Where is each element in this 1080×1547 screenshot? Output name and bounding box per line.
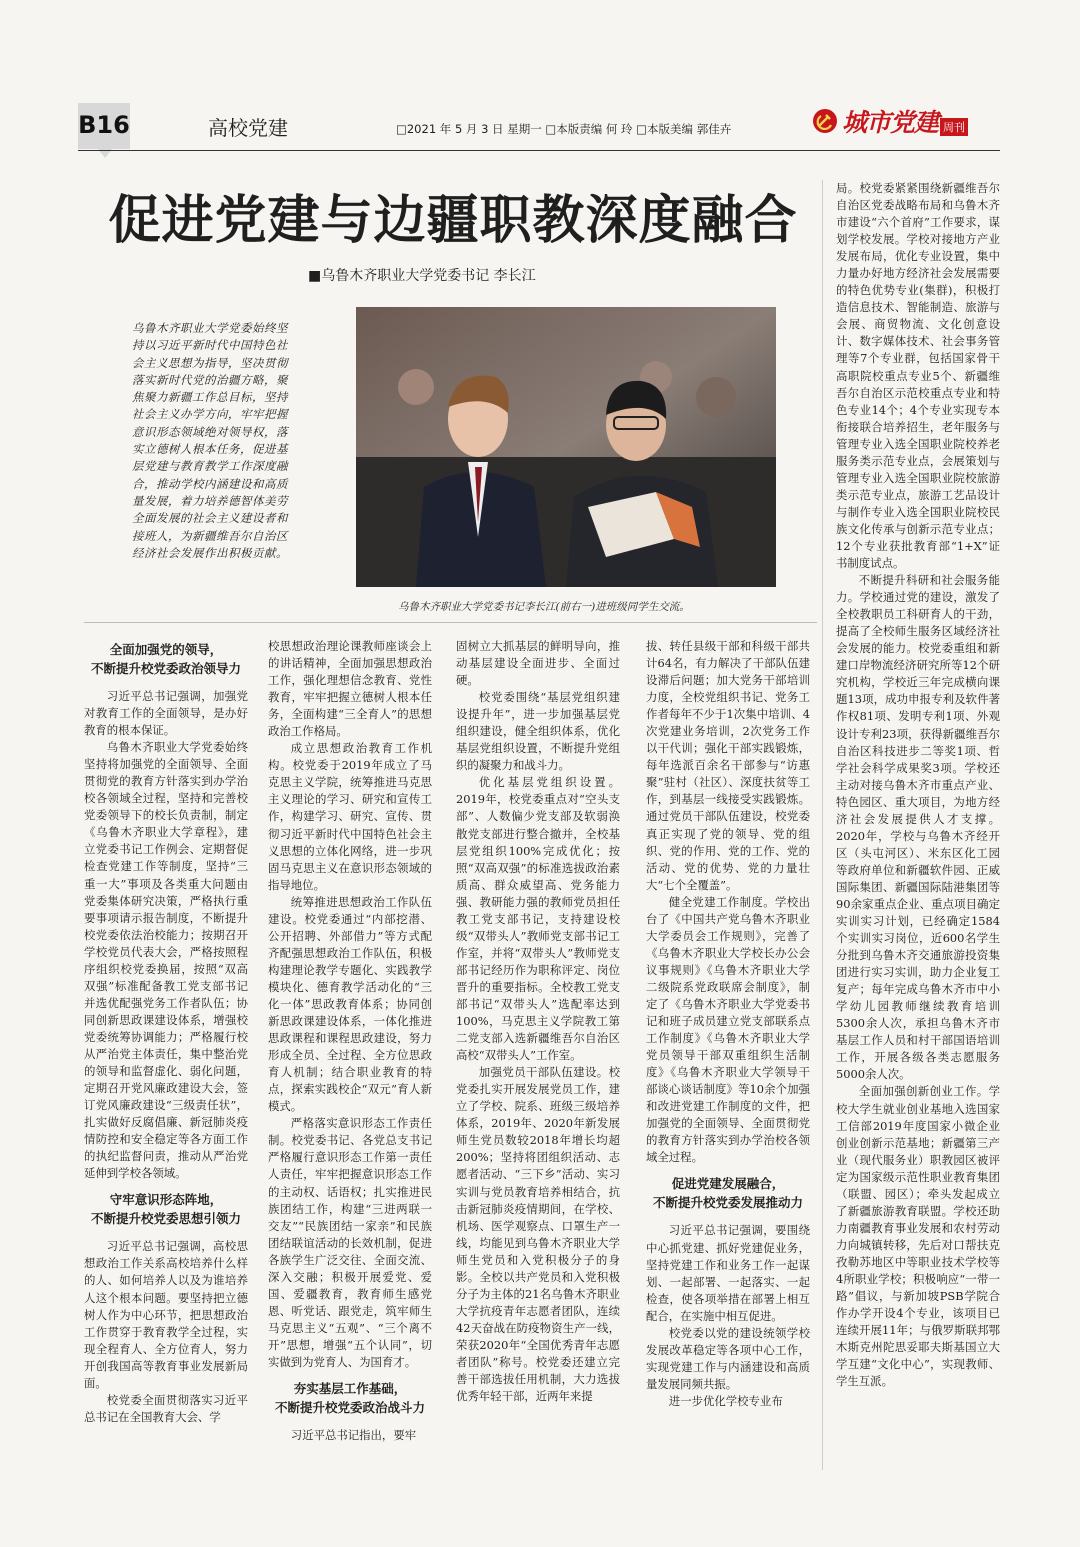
- article-byline: ■乌鲁木齐职业大学党委书记 李长江: [308, 268, 536, 284]
- paragraph: 不断提升科研和社会服务能力。学校通过党的建设，激发了全校教职员工科研育人的干劲，提高了全校师生服务区域经济社会发展的能力。校党委重组和新建口岸物流经济研究所等12个研究机构，学校近三年完成横向课题13项，成功申报专利及软件著作权81项、发明专利1项、外观设计专利23项，获得新疆维吾尔自治区科技进步二等奖1项、哲学社会科学成果奖3项。学校还主动对接乌鲁木齐市重点产业、特色园区、重大项目，为地方经济社会发展提供人才支撑。2020年，学校与乌鲁木齐经开区（头屯河区）、米东区化工园等政府单位和新疆软件园、正威国际集团、新疆国际陆港集团等90余家重点企业、重点项目确定实训实习计划，已经确定1584个实训实习岗位，近600名学生分批到乌鲁木齐交通旅游投资集团进行实习实训，助力企业复工复产；每年完成乌鲁木齐市中小学幼儿园教师继续教育培训5300余人次，承担乌鲁木齐市基层工作人员和村干部国语培训工作，开展各级各类志愿服务5000余人次。: [836, 573, 1000, 1082]
- article-title: 促进党建与边疆职教深度融合: [108, 190, 798, 251]
- paragraph: 优化基层党组织设置。2019年，校党委重点对“空头支部”、人数偏少党支部及软弱涣散党支部进行整合撤并，全校基层党组织100%完成优化；按照“双高双强”的标准选拔政治素质高、群众威望高、党务能力强、教研能力强的教师党员担任教工党支部书记，支持建设校级“双带头人”教师党支部书记工作室，并将“双带头人”教师党支部书记经历作为职称评定、岗位晋升的重要指标。全校教工党支部书记“双带头人”选配率达到100%，马克思主义学院教工第二党支部入选新疆维吾尔自治区高校“双带头人”工作室。: [456, 775, 620, 1063]
- page-number-tab: B16: [78, 103, 130, 149]
- paragraph: 校党委以党的建设统领学校发展改革稳定等各项中心工作，实现党建工作与内涵建设和高质量发展同频共振。: [646, 1325, 810, 1391]
- paragraph: 乌鲁木齐职业大学党委始终坚持将加强党的全面领导、全面贯彻党的教育方针落实到办学治校各领域全过程，坚持和完善校党委领导下的校长负责制，制定《乌鲁木齐职业大学章程》，建立党委书记工作例会、定期督促检查党建工作等制度，坚持“三重一大”事项及各类重大问题由党委集体研究决策，严格执行重要事项请示报告制度，不断提升校党委依法治校能力；按期召开学校党员代表大会，严格按照程序组织校党委换届，按照“双高双强”标准配备教工党支部书记并选优配强党务工作者队伍；协同创新思政课建设体系，增强校党委统筹协调能力；严格履行校从严治党主体责任，集中整治党的领导和监督虚化、弱化问题，定期召开党风廉政建设大会，签订党风廉政建设“三级责任状”，扎实做好反腐倡廉、新冠肺炎疫情防控和安全稳定等各方面工作的执纪监督问责，推动从严治党延伸到学校各领域。: [84, 740, 248, 1181]
- paragraph: 拔、转任县级干部和科级干部共计64名，有力解决了干部队伍建设滞后问题；加大党务干部培训力度，全校党组织书记、党务工作者每年不少于1次集中培训、4次党建业务培训，2次党务工作以干代训；强化干部实践锻炼，每年选派百余名干部参与“访惠聚”驻村（社区）、深度扶贫等工作，到基层一线接受实践锻炼。通过党员干部队伍建设，校党委真正实现了党的领导、党的组织、党的作用、党的工作、党的活动、党的优势、党的力量壮大“七个全覆盖”。: [646, 639, 810, 892]
- subheading: 守牢意识形态阵地， 不断提升校党委思想引领力: [90, 1192, 241, 1227]
- column-2: [268, 638, 432, 1444]
- article-lead: 乌鲁木齐职业大学党委始终坚持以习近平新时代中国特色社会主义思想为指导，坚决贯彻落实新时代党的治疆方略，聚焦聚力新疆工作总目标，坚持社会主义办学方向，牢牢把握意识形态领域绝对领导权，落实立德树人根本任务，促进基层党建与教育教学工作深度融合，推动学校内涵建设和高质量发展，着力培养德智体美劳全面发展的社会主义建设者和接班人，为新疆维吾尔自治区经济社会发展作出积极贡献。: [132, 321, 288, 560]
- issue-meta: □2021 年 5 月 3 日 星期一 □本版责编 何 玲 □本版美编 郭佳卉: [396, 122, 732, 136]
- section-name: 高校党建: [208, 116, 288, 140]
- subheading: 促进党建发展融合， 不断提升校党委发展推动力: [652, 1176, 803, 1211]
- masthead-title: 城市党建: [842, 108, 939, 137]
- column-divider: [822, 180, 823, 1470]
- paragraph: 习近平总书记强调，高校思想政治工作关系高校培养什么样的人、如何培养人以及为谁培养人这个根本问题。要坚持把立德树人作为中心环节，把思想政治工作贯穿于教育教学全过程，实现全程育人、全方位育人，努力开创我国高等教育事业发展新局面。: [84, 1239, 248, 1390]
- section-rule: [84, 622, 817, 623]
- paragraph: 全面加强创新创业工作。学校大学生就业创业基地入选国家工信部2019年度国家小微企业创业创新示范基地；新疆第三产业（现代服务业）职教园区被评定为国家级示范性职业教育集团（联盟、园区）；牵头发起成立了新疆旅游教育联盟。学校还助力南疆教育事业发展和农村劳动力向城镇转移，先后对口帮扶克孜勒苏地区中等职业技术学校等4所职业学校；积极响应“一带一路”倡议，与新加坡PSB学院合作办学开设4个专业，该项目已连续开展11年；与俄罗斯联邦鄂木斯克州陀思妥耶夫斯基国立大学互建“文化中心”，实现教师、学生互派。: [836, 1084, 1000, 1389]
- paragraph: 成立思想政治教育工作机构。校党委于2019年成立了马克思主义学院，统筹推进马克思主义理论的学习、研究和宣传工作，构建学习、研究、宣传、贯彻习近平新时代中国特色社会主义思想的立体化网络，进一步巩固马克思主义在意识形态领域的指导地位。: [268, 741, 432, 892]
- paragraph: 严格落实意识形态工作责任制。校党委书记、各党总支书记严格履行意识形态工作第一责任人责任，牢牢把握意识形态工作的主动权、话语权；扎实推进民族团结工作，构建“三进两联一交友”“民族团结一家亲”和民族团结联谊活动的长效机制，促进各族学生广泛交往、全面交流、深入交融；积极开展爱党、爱国、爱疆教育，教育师生感党恩、听党话、跟党走，筑牢师生马克思主义“五观”、“三个离不开”思想，增强“五个认同”，切实做到为党育人、为国育才。: [268, 1116, 432, 1369]
- masthead-badge: 周刊: [940, 118, 968, 136]
- paragraph: 局。校党委紧紧围绕新疆维吾尔自治区党委战略布局和乌鲁木齐市建设“六个首府”工作要求，谋划学校发展。学校对接地方产业发展布局，优化专业设置，集中力量办好地方经济社会发展需要的特色优势专业(集群)，积极打造信息技术、智能制造、旅游与会展、商贸物流、文化创意设计、数字媒体技术、社会事务管理等7个专业群，包括国家骨干高职院校重点专业5个、新疆维吾尔自治区示范校重点专业和特色专业14个；4个专业实现专本衔接联合培养招生，老年服务与管理专业入选全国职业院校养老服务类示范专业点，会展策划与管理专业入选全国职业院校旅游类示范专业点，旅游工艺品设计与制作专业入选全国职业院校民族文化传承与创新示范专业点；12个专业获批教育部“1+X”证书制度试点。: [836, 181, 1000, 571]
- column-1: [84, 632, 248, 1426]
- photo-caption: 乌鲁木齐职业大学党委书记李长江(前右一)进班级同学生交流。: [398, 601, 690, 613]
- masthead: [812, 104, 988, 138]
- subheading: 夯实基层工作基础， 不断提升校党委政治战斗力: [274, 1381, 425, 1416]
- column-5: [836, 180, 1000, 1390]
- paragraph: 固树立大抓基层的鲜明导向，推动基层建设全面进步、全面过硬。: [456, 639, 620, 688]
- column-3: [456, 638, 620, 1405]
- paragraph: 校党委围绕“基层党组织建设提升年”，进一步加强基层党组织建设，健全组织体系，优化基层党组织设置，不断提升党组织的凝聚力和战斗力。: [456, 690, 620, 773]
- party-emblem-icon: [812, 108, 838, 134]
- header-rule: [78, 150, 1000, 151]
- paragraph: 健全党建工作制度。学校出台了《中国共产党乌鲁木齐职业大学委员会工作规则》，完善了《乌鲁木齐职业大学校长办公会议事规则》《乌鲁木齐职业大学二级院系党政联席会制度》，制定了《乌鲁木齐职业大学党委书记和班子成员建立党支部联系点工作制度》《乌鲁木齐职业大学党员领导干部双重组织生活制度》《乌鲁木齐职业大学领导干部谈心谈话制度》等10余个加强和改进党建工作制度的文件，把加强党的全面领导、全面贯彻党的教育方针落实到办学治校各领域全过程。: [646, 894, 810, 1165]
- paragraph: 校党委全面贯彻落实习近平总书记在全国教育大会、学: [84, 1392, 248, 1424]
- paragraph: 进一步优化学校专业布: [668, 1393, 783, 1408]
- paragraph: 习近平总书记指出，要牢: [290, 1428, 417, 1443]
- paragraph: 校思想政治理论课教师座谈会上的讲话精神，全面加强思想政治工作，强化理想信念教育、党性教育，牢牢把握立德树人根本任务，全面构建“三全育人”的思想政治工作格局。: [268, 639, 432, 739]
- article-photo: [356, 307, 776, 587]
- paragraph: 习近平总书记强调，加强党对教育工作的全面领导，是办好教育的根本保证。: [84, 689, 248, 738]
- paragraph: 习近平总书记强调，要围绕中心抓党建、抓好党建促业务，坚持党建工作和业务工作一起谋划、一起部署、一起落实、一起检查，使各项举措在部署上相互配合，在实施中相互促进。: [646, 1223, 810, 1323]
- subheading: 全面加强党的领导， 不断提升校党委政治领导力: [90, 642, 241, 676]
- paragraph: 统筹推进思想政治工作队伍建设。校党委通过“内部挖潜、公开招聘、外部借力”等方式配齐配强思想政治工作队伍，积极构建理论教学专题化、实践教学模块化、德育教学活动化的“三化一体”思政教育体系；协同创新思政课建设体系，一体化推进思政课程和课程思政建设，努力形成全员、全过程、全方位思政育人机制；结合职业教育的特点，探索实践校企“双元”育人新模式。: [268, 894, 432, 1114]
- column-4: [646, 638, 810, 1410]
- paragraph: 加强党员干部队伍建设。校党委扎实开展发展党员工作，建立了学校、院系、班级三级培养体系，2019年、2020年新发展师生党员数较2018年增长均超200%；坚持将团组织活动、志愿者活动、“三下乡”活动、实习实训与党员教育培养相结合，抗击新冠肺炎疫情期间，在学校、机场、医学观察点、口罩生产一线，均能见到乌鲁木齐职业大学师生党员和入党积极分子的身影。全校以共产党员和入党积极分子为主体的21名乌鲁木齐职业大学抗疫青年志愿者团队，连续42天奋战在防疫物资生产一线，荣获2020年“全国优秀青年志愿者团队”称号。校党委还建立完善干部选拔任用机制，大力选拔优秀年轻干部，近两年来提: [456, 1065, 620, 1404]
